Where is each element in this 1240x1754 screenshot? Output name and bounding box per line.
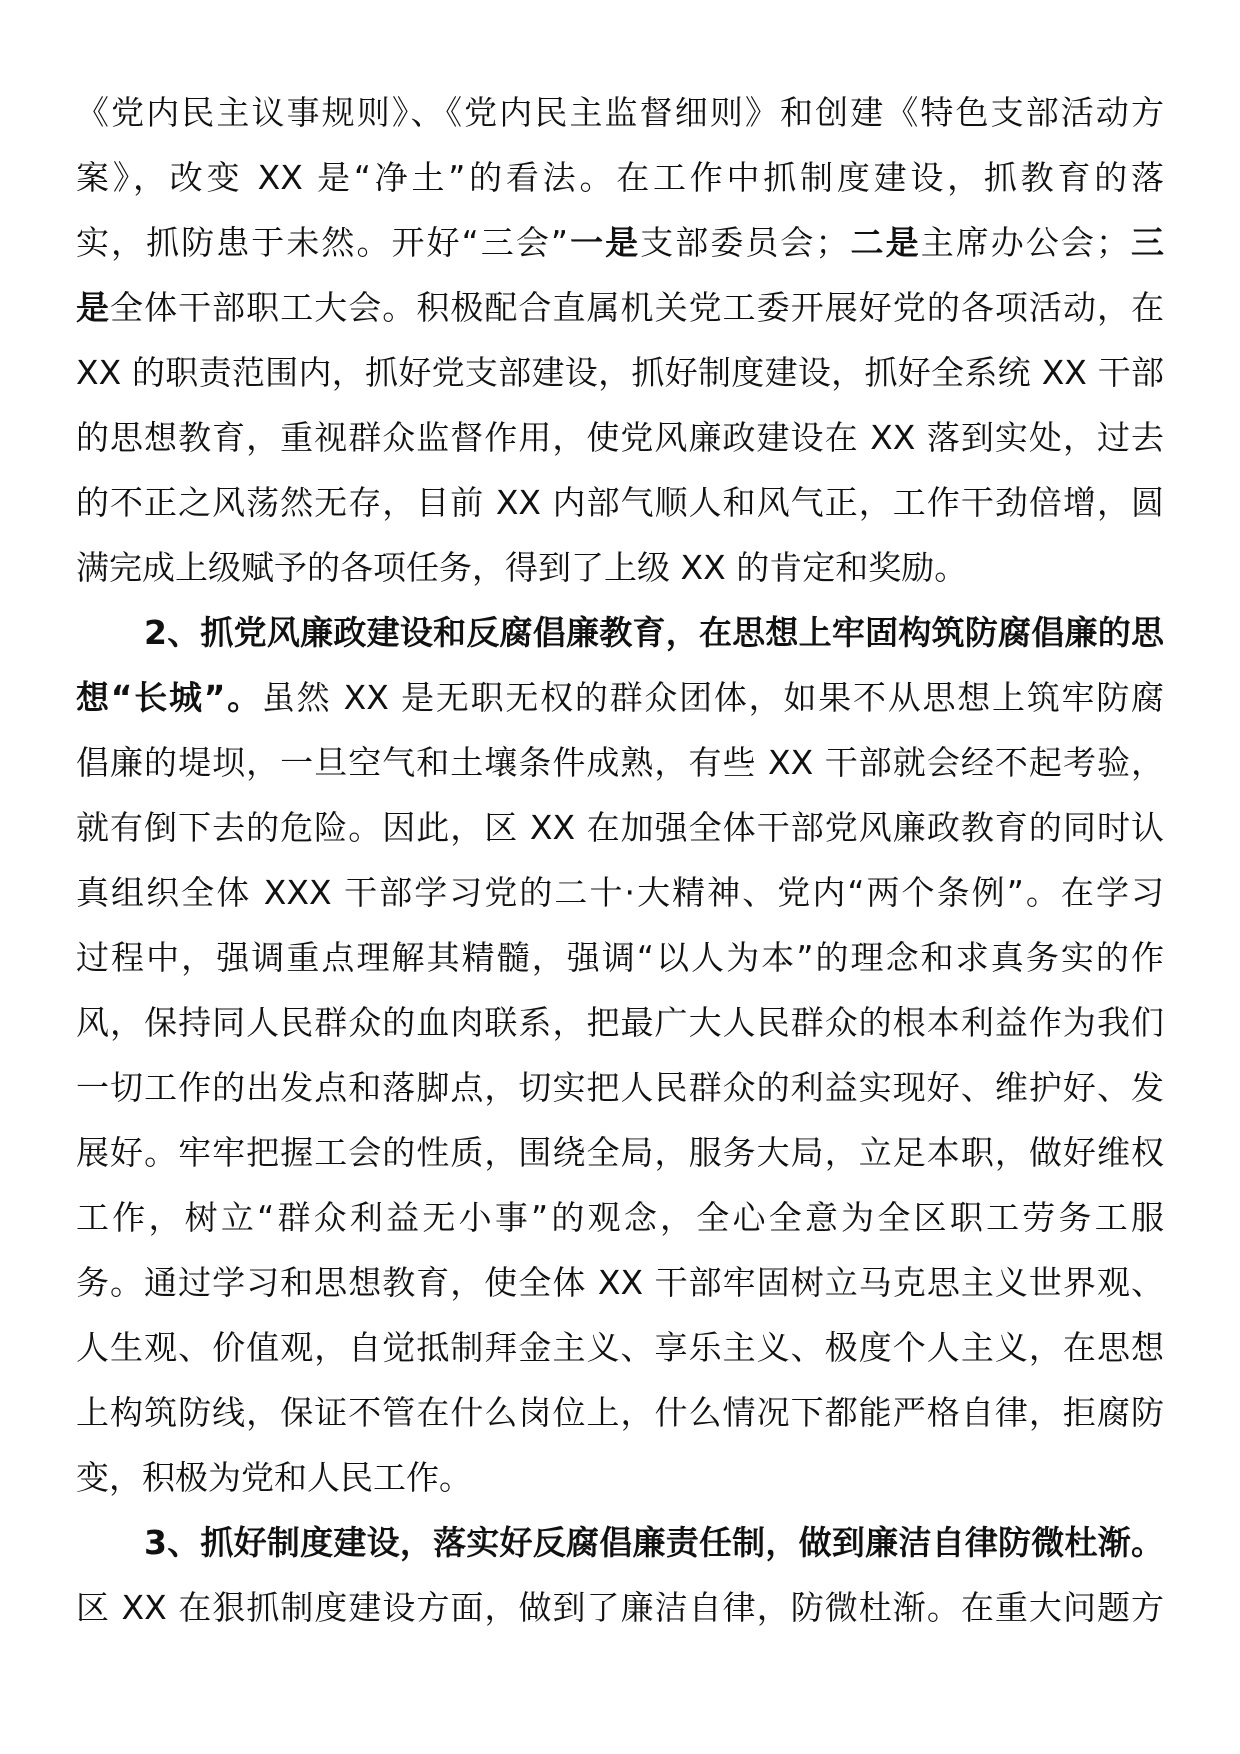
text-line <box>76 860 1164 925</box>
body-text: 上构筑防线，保证不管在什么岗位上，什么情况下都能严格自律，拒腐防 <box>76 1393 1164 1432</box>
body-text: XX 的职责范围内，抓好党支部建设，抓好制度建设，抓好全系统 XX 干部 <box>76 353 1164 392</box>
body-text: 满完成上级赋予的各项任务，得到了上级 XX 的肯定和奖励。 <box>76 548 968 587</box>
text-line <box>76 340 1164 405</box>
body-text: 的思想教育，重视群众监督作用，使党风廉政建设在 XX 落到实处，过去 <box>76 418 1164 457</box>
text-line <box>76 1315 1164 1380</box>
paragraph <box>76 1510 1164 1640</box>
text-line <box>76 275 1164 340</box>
body-text: 实，抓防患于未然。开好“三会” <box>76 223 569 262</box>
body-text: 工作，树立“群众利益无小事”的观念，全心全意为全区职工劳务工服 <box>76 1198 1164 1237</box>
text-line <box>76 1055 1164 1120</box>
body-text: 一切工作的出发点和落脚点，切实把人民群众的利益实现好、维护好、发 <box>76 1068 1164 1107</box>
body-text: 全体干部职工大会。积极配合直属机关党工委开展好党的各项活动，在 <box>110 288 1164 327</box>
paragraph <box>76 80 1164 600</box>
bold-text: 三 <box>1128 223 1164 262</box>
bold-text: 二是 <box>848 223 921 262</box>
text-line <box>76 1445 1164 1510</box>
body-text: 风，保持同人民群众的血肉联系，把最广大人民群众的根本利益作为我们 <box>76 1003 1164 1042</box>
body-text: 支部委员会； <box>640 223 849 262</box>
text-line <box>76 1510 1164 1575</box>
body-text: 区 XX 在狠抓制度建设方面，做到了廉洁自律，防微杜渐。在重大问题方 <box>76 1588 1164 1627</box>
body-text: 的不正之风荡然无存，目前 XX 内部气顺人和风气正，工作干劲倍增，圆 <box>76 483 1164 522</box>
document-body <box>76 80 1164 1640</box>
text-line <box>76 405 1164 470</box>
bold-text: 3、抓好制度建设，落实好反腐倡廉责任制，做到廉洁自律防微杜渐。 <box>144 1523 1164 1562</box>
body-text: 务。通过学习和思想教育，使全体 XX 干部牢固树立马克思主义世界观、 <box>76 1263 1164 1302</box>
text-line <box>76 1250 1164 1315</box>
bold-text: 是 <box>76 288 111 327</box>
body-text: 倡廉的堤坝，一旦空气和土壤条件成熟，有些 XX 干部就会经不起考验， <box>76 743 1164 782</box>
text-line <box>76 730 1164 795</box>
text-line <box>76 535 1164 600</box>
text-line <box>76 1120 1164 1185</box>
text-line <box>76 470 1164 535</box>
text-line <box>76 600 1164 665</box>
text-line <box>76 145 1164 210</box>
text-line <box>76 80 1164 145</box>
body-text: 人生观、价值观，自觉抵制拜金主义、享乐主义、极度个人主义，在思想 <box>76 1328 1164 1367</box>
bold-text: 想“长城”。 <box>76 678 262 717</box>
text-line <box>76 1575 1164 1640</box>
body-text: 案》，改变 XX 是“净土”的看法。在工作中抓制度建设，抓教育的落 <box>76 158 1164 197</box>
body-text: 变，积极为党和人民工作。 <box>76 1458 472 1497</box>
text-line <box>76 925 1164 990</box>
body-text: 主席办公会； <box>920 223 1129 262</box>
body-text: 虽然 XX 是无职无权的群众团体，如果不从思想上筑牢防腐 <box>261 678 1164 717</box>
paragraph <box>76 600 1164 1510</box>
text-line <box>76 795 1164 860</box>
body-text: 真组织全体 XXX 干部学习党的二十·大精神、党内“两个条例”。在学习 <box>76 873 1164 912</box>
text-line <box>76 1185 1164 1250</box>
body-text: 就有倒下去的危险。因此，区 XX 在加强全体干部党风廉政教育的同时认 <box>76 808 1164 847</box>
text-line <box>76 990 1164 1055</box>
body-text: 《党内民主议事规则》、《党内民主监督细则》和创建《特色支部活动方 <box>76 93 1164 132</box>
bold-text: 2、抓党风廉政建设和反腐倡廉教育，在思想上牢固构筑防腐倡廉的思 <box>144 613 1164 652</box>
body-text: 展好。牢牢把握工会的性质，围绕全局，服务大局，立足本职，做好维权 <box>76 1133 1164 1172</box>
bold-text: 一是 <box>568 223 641 262</box>
body-text: 过程中，强调重点理解其精髓，强调“以人为本”的理念和求真务实的作 <box>76 938 1164 977</box>
text-line <box>76 210 1164 275</box>
text-line <box>76 665 1164 730</box>
text-line <box>76 1380 1164 1445</box>
